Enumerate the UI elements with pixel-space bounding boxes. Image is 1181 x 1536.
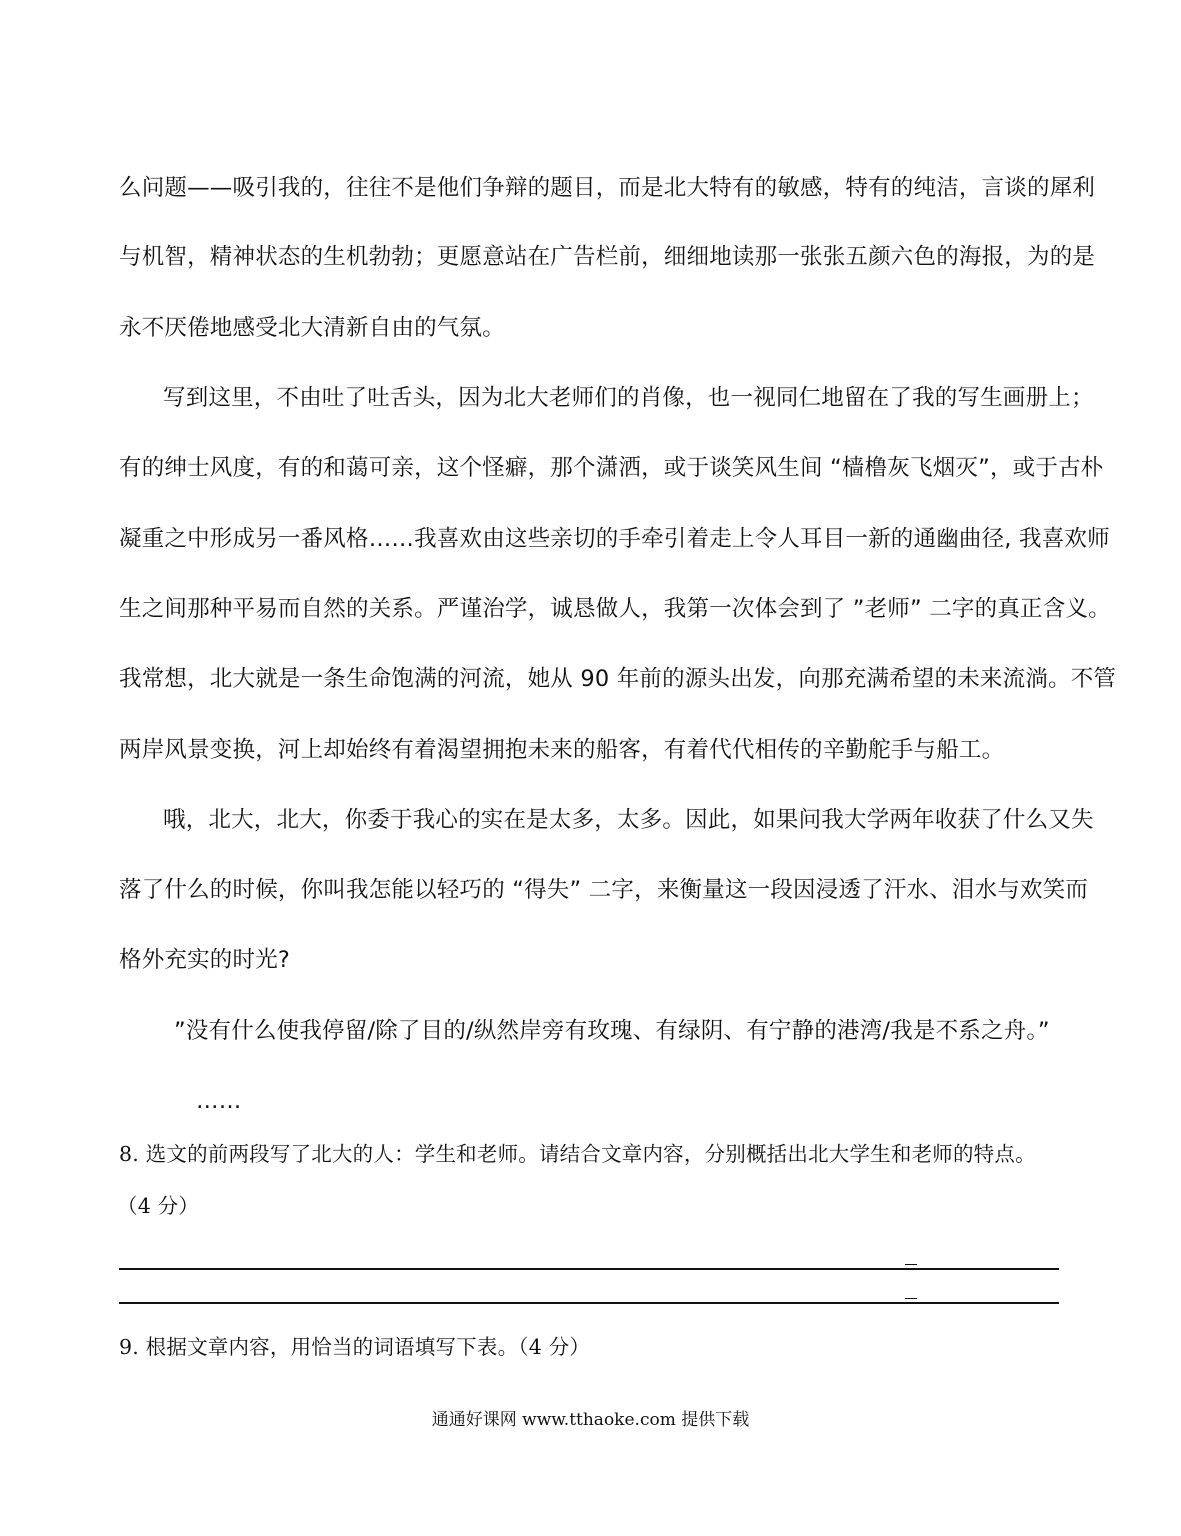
answer-line-2[interactable] (119, 1302, 1059, 1304)
text-line: 哦，北大，北大，你委于我心的实在是太多，太多。因此，如果问我大学两年收获了什么又失 (163, 807, 1094, 833)
answer-line-mark (905, 1264, 917, 1265)
text-line: 永不厌倦地感受北大清新自由的气氛。 (119, 315, 505, 341)
answer-line-1[interactable] (119, 1268, 1059, 1270)
text-line: 落了什么的时候，你叫我怎能以轻巧的 “得失” 二字，来衡量这一段因浸透了汗水、泪水与欢笑而 (119, 877, 1089, 903)
text-line: 两岸风景变换，河上却始终有着渴望拥抱未来的船客，有着代代相传的辛勤舵手与船工。 (119, 737, 1005, 763)
ellipsis: …… (196, 1088, 242, 1114)
answer-line-mark (905, 1298, 917, 1299)
text-line: 生之间那种平易而自然的关系。严谨治学，诚恳做人，我第一次体会到了 ”老师” 二字的真正含义。 (119, 596, 1111, 622)
text-line: 有的绅士风度，有的和蔼可亲，这个怪癖，那个潇洒，或于谈笑风生间 “樯橹灰飞烟灭”，或于古朴 (119, 455, 1104, 481)
text-line: 么问题——吸引我的，往往不是他们争辩的题目，而是北大特有的敏感，特有的纯洁，言谈的犀利 (119, 175, 1096, 201)
text-line: 与机智，精神状态的生机勃勃；更愿意站在广告栏前，细细地读那一张张五颜六色的海报，为的是 (119, 244, 1096, 270)
question-9: 9. 根据文章内容，用恰当的词语填写下表。（4 分） (119, 1335, 591, 1359)
question-8-score: （4 分） (117, 1194, 200, 1218)
page-footer: 通通好课网 www.tthaoke.com 提供下载 (431, 1410, 750, 1430)
text-line: 写到这里，不由吐了吐舌头，因为北大老师们的肖像，也一视同仁地留在了我的写生画册上； (163, 385, 1094, 411)
text-line: 我常想，北大就是一条生命饱满的河流，她从 90 年前的源头出发，向那充满希望的未来流淌。不管 (119, 666, 1117, 692)
text-line: 凝重之中形成另一番风格……我喜欢由这些亲切的手牵引着走上令人耳目一新的通幽曲径, 我喜欢师 (119, 526, 1110, 552)
poem-quote: ”没有什么使我停留/除了目的/纵然岸旁有玫瑰、有绿阴、有宁静的港湾/我是不系之舟。” (174, 1018, 1050, 1044)
question-8: 8. 选文的前两段写了北大的人：学生和老师。请结合文章内容，分别概括出北大学生和老师的特点。 (119, 1142, 1036, 1166)
text-line: 格外充实的时光? (119, 947, 291, 973)
